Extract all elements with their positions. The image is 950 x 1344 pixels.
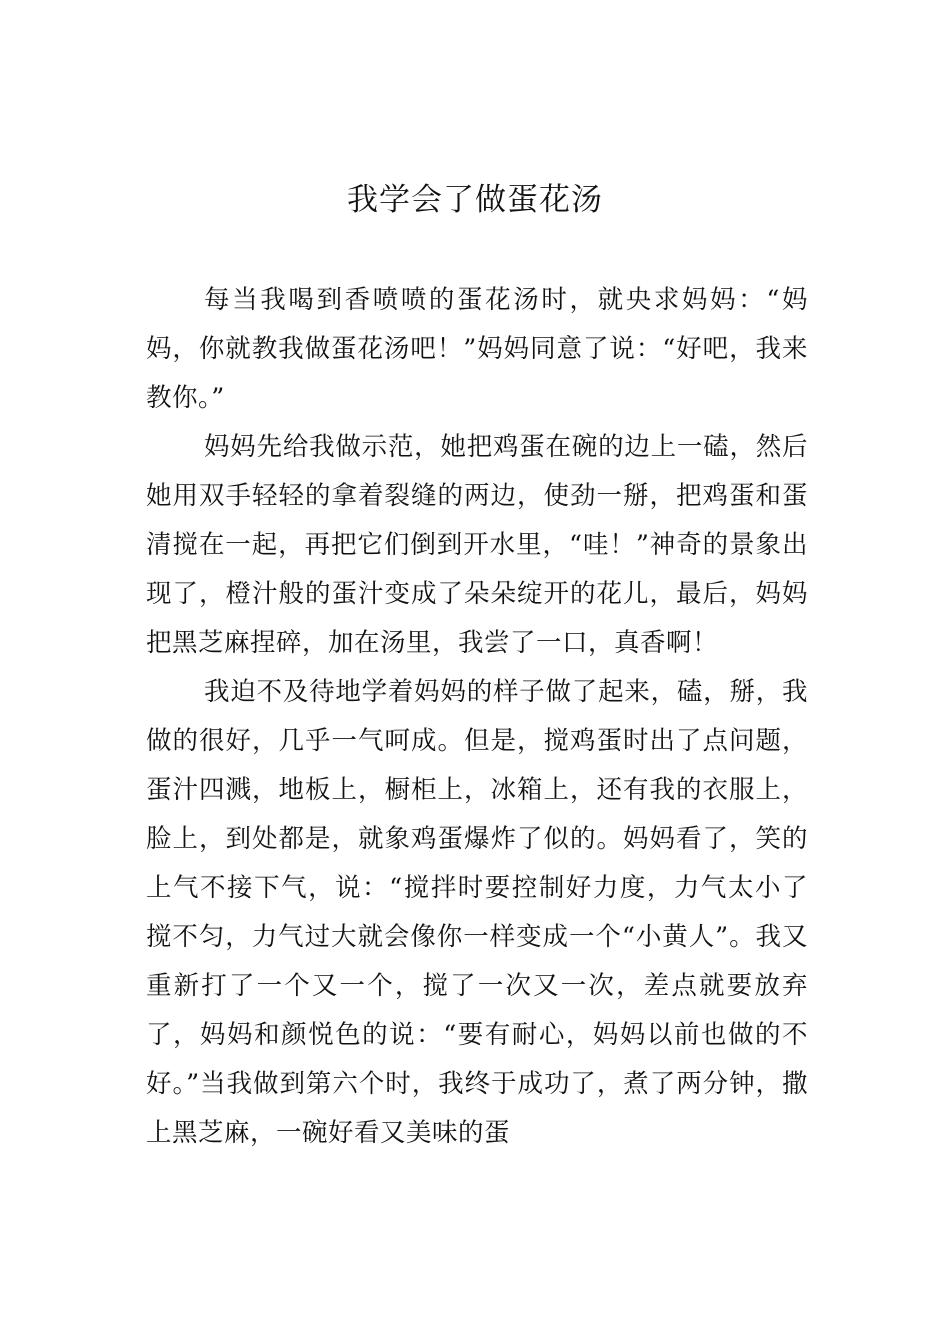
paragraph-3: 我迫不及待地学着妈妈的样子做了起来，磕，掰，我做的很好，几乎一气呵成。但是，搅鸡蛋时出了点问题，蛋汁四溅，地板上，橱柜上，冰箱上，还有我的衣服上，脸上，到处都是，就象鸡蛋爆炸了似的。妈妈看了，笑的上气不接下气，说：“搅拌时要控制好力度，力气太小了搅不匀，力气过大就会像你一样变成一个“小黄人”。我又重新打了一个又一个，搅了一次又一次，差点就要放弃了，妈妈和颜悦色的说：“要有耐心，妈妈以前也做的不好。”当我做到第六个时，我终于成功了，煮了两分钟，撒上黑芝麻，一碗好看又美味的蛋 [146,677,808,1148]
document-body [146,276,808,1158]
paragraph-1: 每当我喝到香喷喷的蛋花汤时，就央求妈妈：“妈妈，你就教我做蛋花汤吧！”妈妈同意了说：“好吧，我来教你。” [146,285,808,413]
document-title: 我学会了做蛋花汤 [347,182,603,218]
paragraph-2: 妈妈先给我做示范，她把鸡蛋在碗的边上一磕，然后她用双手轻轻的拿着裂缝的两边，使劲一掰，把鸡蛋和蛋清搅在一起，再把它们倒到开水里，“哇！”神奇的景象出现了，橙汁般的蛋汁变成了朵朵绽开的花儿，最后，妈妈把黑芝麻捏碎，加在汤里，我尝了一口，真香啊！ [146,432,808,658]
